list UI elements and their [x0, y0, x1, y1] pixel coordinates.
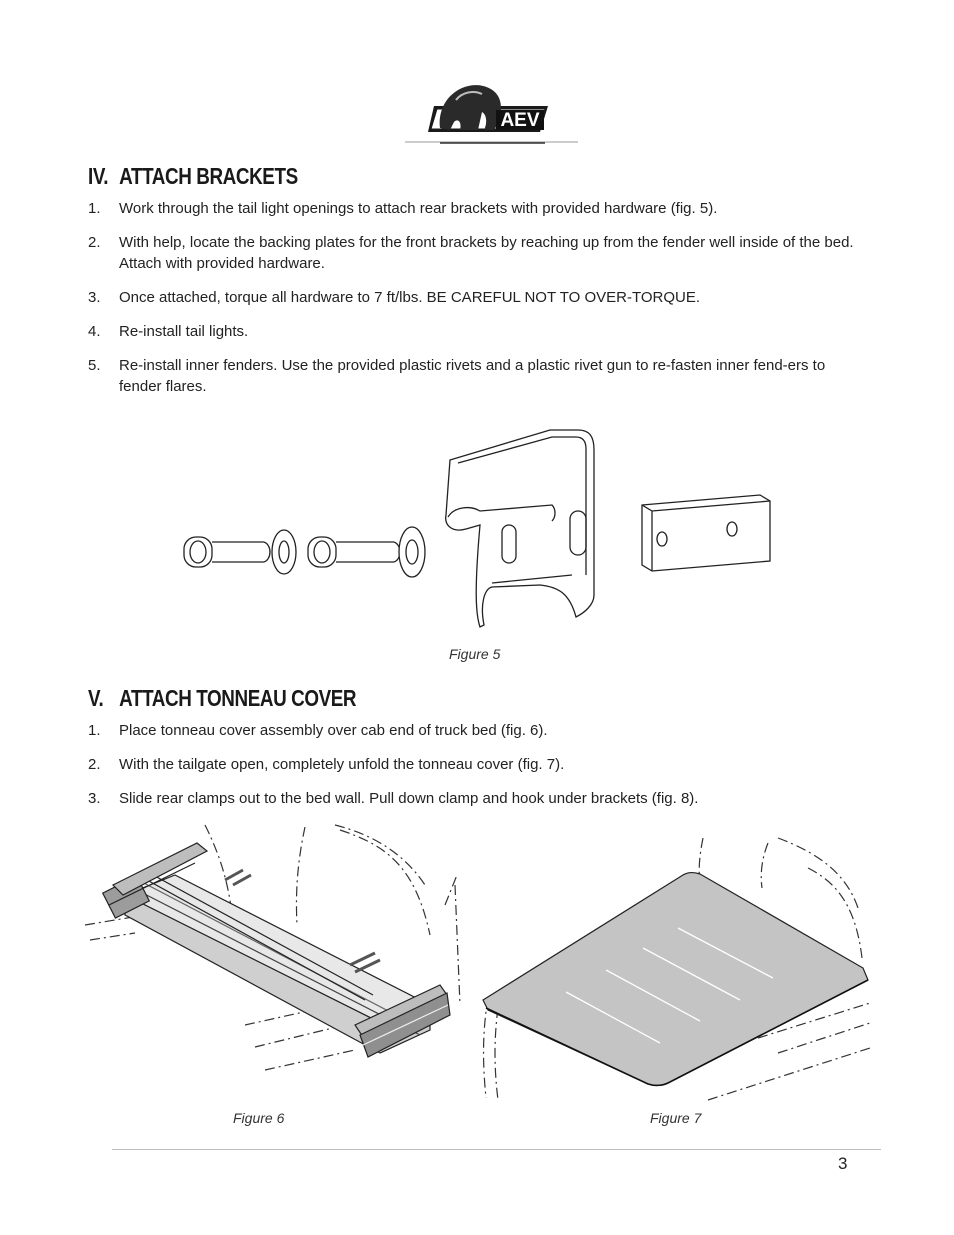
list-item: [88, 198, 868, 219]
step-number: 2.: [88, 756, 101, 773]
footer-divider: [112, 1149, 881, 1150]
step-number: 4.: [88, 323, 101, 340]
step-text: Place tonneau cover assembly over cab end of truck bed (fig. 6).: [119, 722, 548, 739]
step-text: With the tailgate open, completely unfold the tonneau cover (fig. 7).: [119, 756, 565, 773]
section-number: IV.: [88, 163, 109, 189]
step-text: Slide rear clamps out to the bed wall. Pull down clamp and hook under brackets (fig. 8).: [119, 790, 699, 807]
list-item: [88, 754, 868, 775]
section-title-text: ATTACH TONNEAU COVER: [119, 685, 357, 711]
figure-5-caption: Figure 5: [449, 646, 501, 662]
step-text: With help, locate the backing plates for the front brackets by reaching up from the fender well inside of the bed. Attach with provided hardware.: [119, 234, 854, 272]
section-title-attach-brackets: [88, 163, 298, 190]
step-number: 1.: [88, 722, 101, 739]
attach-brackets-steps: [88, 198, 868, 410]
figure-5-illustration: [180, 425, 780, 635]
step-text: Work through the tail light openings to attach rear brackets with provided hardware (fig. 5).: [119, 200, 718, 217]
logo-text: AEV: [500, 110, 540, 131]
step-number: 1.: [88, 200, 101, 217]
list-item: [88, 287, 868, 308]
step-number: 5.: [88, 357, 101, 374]
step-text: Re-install tail lights.: [119, 323, 249, 340]
section-title-attach-tonneau-cover: [88, 685, 356, 712]
list-item: [88, 232, 868, 274]
page-number: 3: [838, 1154, 848, 1173]
figure-7-illustration: [478, 838, 870, 1100]
section-title-text: ATTACH BRACKETS: [119, 163, 298, 189]
step-number: 3.: [88, 289, 101, 306]
figure-6-illustration: [85, 825, 470, 1100]
list-item: [88, 321, 868, 342]
list-item: [88, 355, 868, 397]
step-text: Re-install inner fenders. Use the provided plastic rivets and a plastic rivet gun to re-fasten inner fend-ers to fender flares.: [119, 357, 826, 395]
figure-6-caption: Figure 6: [233, 1110, 285, 1126]
step-number: 2.: [88, 234, 101, 251]
step-text: Once attached, torque all hardware to 7 ft/lbs. BE CAREFUL NOT TO OVER-TORQUE.: [119, 289, 701, 306]
section-number: V.: [88, 685, 104, 711]
attach-tonneau-cover-steps: [88, 720, 868, 822]
figure-7-caption: Figure 7: [650, 1110, 702, 1126]
list-item: [88, 720, 868, 741]
step-number: 3.: [88, 790, 101, 807]
list-item: [88, 788, 868, 809]
aev-logo: [400, 78, 585, 148]
